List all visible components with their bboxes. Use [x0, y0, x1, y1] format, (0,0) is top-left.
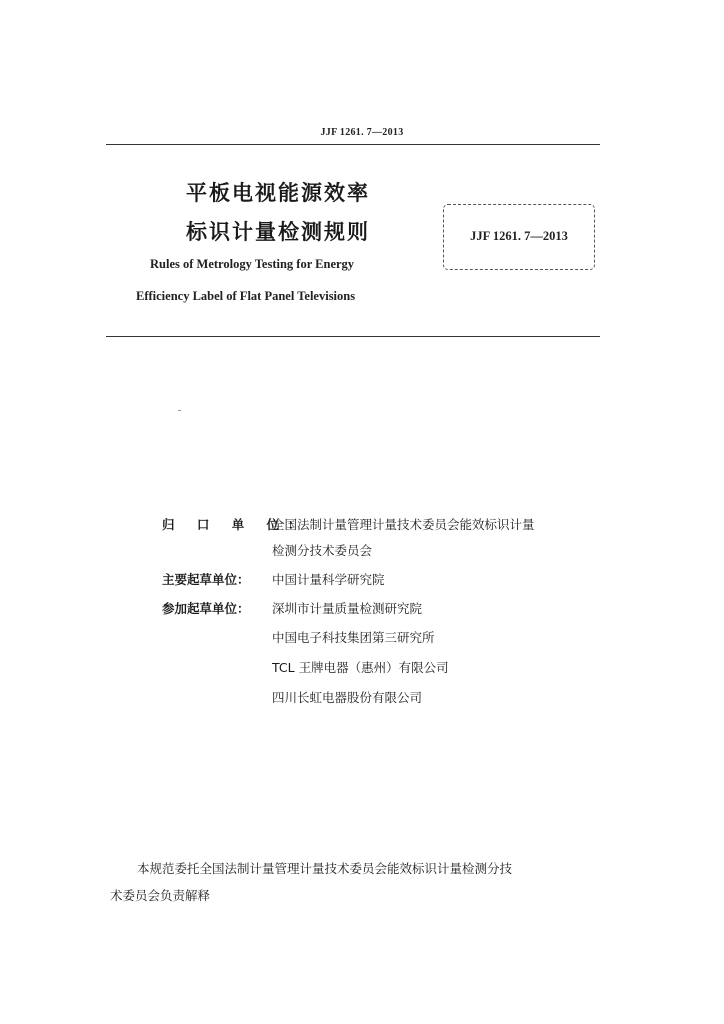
participant-item: 中国电子科技集团第三研究所 — [272, 630, 435, 645]
stray-mark — [178, 410, 181, 411]
interpretation-note — [110, 855, 610, 909]
interpretation-note-line-2: 术委员会负责解释 — [110, 888, 211, 903]
title-chinese-line-2: 标识计量检测规则 — [186, 220, 370, 244]
interpretation-note-line-1: 本规范委托全国法制计量管理计量技术委员会能效标识计量检测分技 — [137, 861, 513, 876]
bottom-divider — [106, 336, 600, 337]
responsible-unit-value-line-2: 检测分技术委员会 — [272, 543, 373, 558]
standard-code-box — [443, 204, 595, 270]
participants-label: 参加起草单位： — [162, 601, 250, 616]
standard-code-box-text: JJF 1261. 7—2013 — [470, 229, 568, 243]
title-english-line-1: Rules of Metrology Testing for Energy — [150, 257, 355, 271]
participant-item: TCL 王牌电器（惠州）有限公司 — [272, 660, 449, 675]
responsible-unit-label: 归 口 单 位： — [162, 517, 310, 532]
main-drafter-label: 主要起草单位： — [162, 572, 250, 587]
participant-item: 四川长虹电器股份有限公司 — [272, 690, 423, 705]
responsible-unit-value-line-1: 全国法制计量管理计量技术委员会能效标识计量 — [272, 517, 535, 532]
title-chinese-line-1: 平板电视能源效率 — [186, 181, 370, 205]
participant-item: 深圳市计量质量检测研究院 — [272, 601, 423, 616]
title-english-line-2: Efficiency Label of Flat Panel Televisions — [136, 289, 356, 303]
header-standard-code: JJF 1261. 7—2013 — [320, 127, 404, 138]
main-drafter-value: 中国计量科学研究院 — [272, 572, 385, 587]
top-divider — [106, 144, 600, 145]
